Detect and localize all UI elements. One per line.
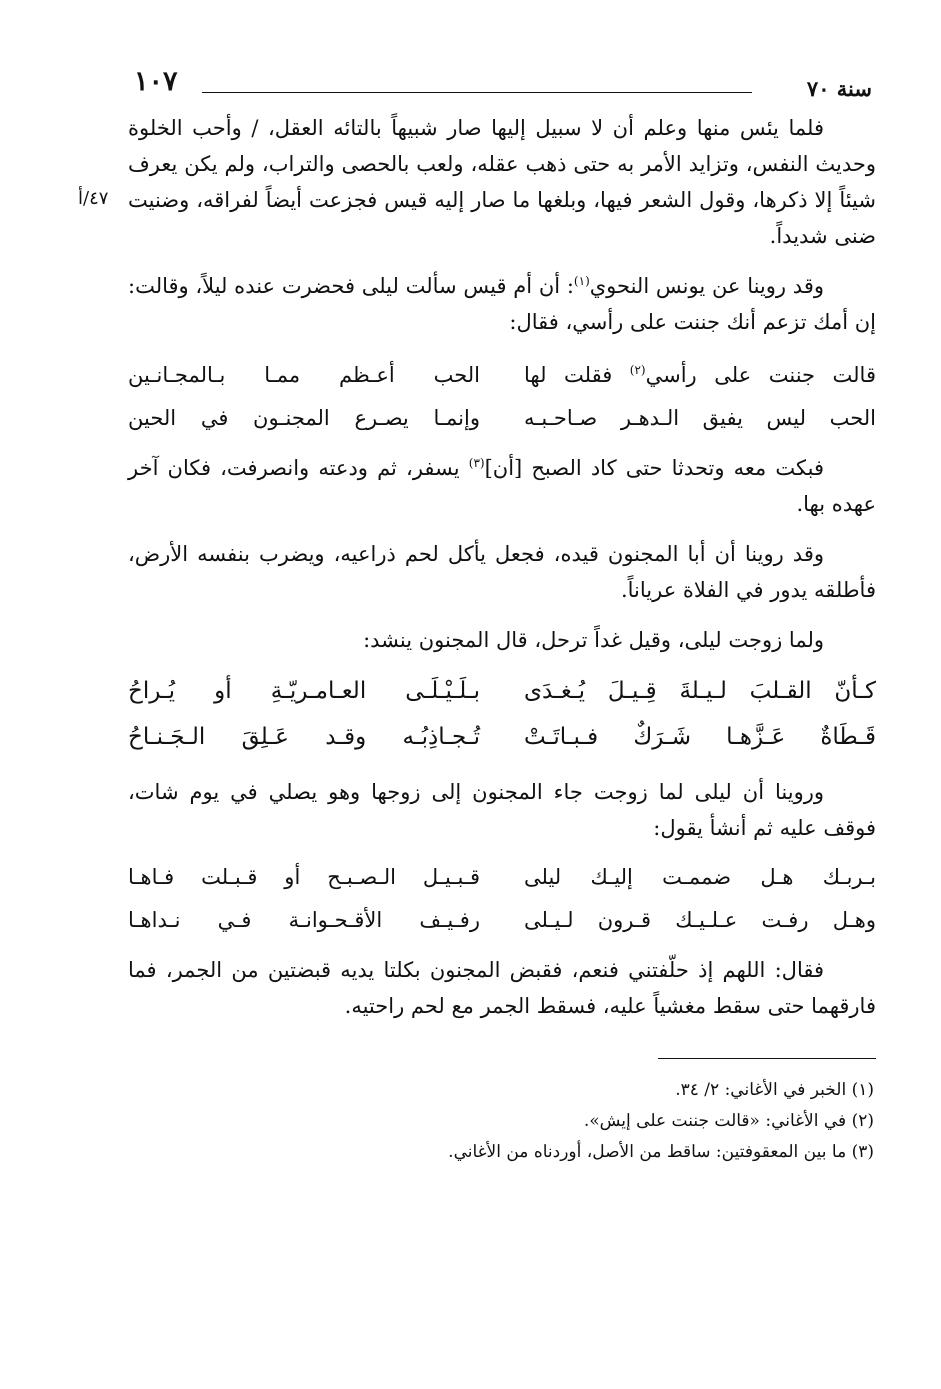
footnote-3: (٣) ما بين المعقوفتين: ساقط من الأصل، أوردناه من الأغاني.: [448, 1142, 874, 1162]
verse-hemistich-first: وهـل رفـت عـلـيـك قـرون لـيـلى: [524, 908, 876, 932]
verse-hemistich-second: تُـجـاذِبُـه وقـد عَـلِقَ الـجَـنـاحُ: [128, 724, 480, 750]
header-rule: [202, 92, 752, 93]
footnote-ref-1[interactable]: (١): [573, 274, 590, 288]
verse-hemistich-second: وإنمـا يصـرع المجنـون في الحين: [128, 406, 480, 430]
paragraph-2: وقد روينا عن يونس النحوي$^{(١)}$: أن أم قيس سألت ليلى فحضرت عنده ليلاً، وقالت: إن أمك تزعم أنك جننت على رأسي، فقال:: [128, 274, 876, 334]
footnote-separator: [658, 1058, 876, 1059]
main-text: [78, 110, 876, 1168]
verse-hemistich-second: قـبـيـل الـصـبـح أو قـبـلت فـاهـا: [128, 865, 480, 889]
page-header: [128, 62, 876, 110]
footnotes: [128, 1075, 876, 1168]
verse-hemistich-second: بـلَـيْـلَـى العـامـريّـةِ أو يُـراحُ: [128, 678, 480, 704]
manuscript-folio-mark: ٤٧/أ: [78, 188, 109, 209]
footnote-ref-3[interactable]: (٣): [468, 456, 485, 470]
verse-hemistich-first: كـأنّ القـلبَ لـيـلةَ قِـيـلَ يُـغـدَى: [524, 678, 876, 704]
paragraph-1: فلما يئس منها وعلم أن لا سبيل إليها صار شبيهاً بالتائه العقل، / وأحب الخلوة وحديث النفس، وتزايد الأمر به حتى ذهب عقله، ولعب بالحصى والتراب، ولم يكن يعرف شيئاً إلا ذكرها، وقول الشعر فيها، وبلغها ما صار إليه قيس فجزعت أيضاً لفراقه، وضنيت ضنى شديداً.: [128, 116, 876, 248]
book-page: [78, 62, 876, 1168]
verse-block-1: [128, 354, 876, 440]
paragraph-5: ولما زوجت ليلى، وقيل غداً ترحل، قال المجنون ينشد:: [363, 628, 824, 652]
footnote-1: (١) الخبر في الأغاني: ٢/ ٣٤.: [675, 1080, 874, 1100]
verse-line: [128, 354, 876, 397]
verse-hemistich-second: الحب أعـظم ممـا بـالمجـانـين: [128, 363, 480, 387]
verse-line: [128, 899, 876, 942]
footnote-2: (٢) في الأغاني: «قالت جننت على إيش».: [583, 1111, 874, 1131]
running-head-year: سنة ٧٠: [806, 76, 872, 101]
verse-block-2: [128, 668, 876, 760]
verse-hemistich-first: بـربـك هـل ضممـت إليـك ليلى: [524, 865, 876, 889]
verse-line: [128, 397, 876, 440]
verse-hemistich-first: قَـطَاةٌ عَـزَّهـا شَـرَكٌ فـبـاتَـتْ: [524, 724, 876, 750]
verse-block-3: [128, 856, 876, 942]
verse-hemistich-first: قالت جننت على رأسي$^{(٢)}$ فقلت لها: [524, 363, 876, 387]
verse-line: [128, 668, 876, 714]
paragraph-6: وروينا أن ليلى لما زوجت جاء المجنون إلى زوجها وهو يصلي في يوم شات، فوقف عليه ثم أنشأ يقول:: [128, 780, 876, 840]
page-number: ١٠٧: [134, 66, 178, 97]
verse-hemistich-first: الحب ليس يفيق الـدهـر صـاحـبـه: [524, 406, 876, 430]
paragraph-3: فبكت معه وتحدثا حتى كاد الصبح [أن]$^{(٣)}$ يسفر، ثم ودعته وانصرفت، فكان آخر عهده بها.: [128, 456, 876, 516]
footnote-ref-2[interactable]: (٢): [629, 363, 646, 377]
verse-line: [128, 714, 876, 760]
paragraph-4: وقد روينا أن أبا المجنون قيده، فجعل يأكل لحم ذراعيه، ويضرب بنفسه الأرض، فأطلقه يدور في الفلاة عرياناً.: [128, 542, 876, 602]
verse-hemistich-second: رفـيـف الأقـحـوانـة فـي نـداهـا: [128, 908, 480, 932]
verse-line: [128, 856, 876, 899]
paragraph-7: فقال: اللهم إذ حلّفتني فنعم، فقبض المجنون بكلتا يديه قبضتين من الجمر، فما فارقهما حتى سقط مغشياً عليه، فسقط الجمر مع لحم راحتيه.: [128, 958, 876, 1018]
